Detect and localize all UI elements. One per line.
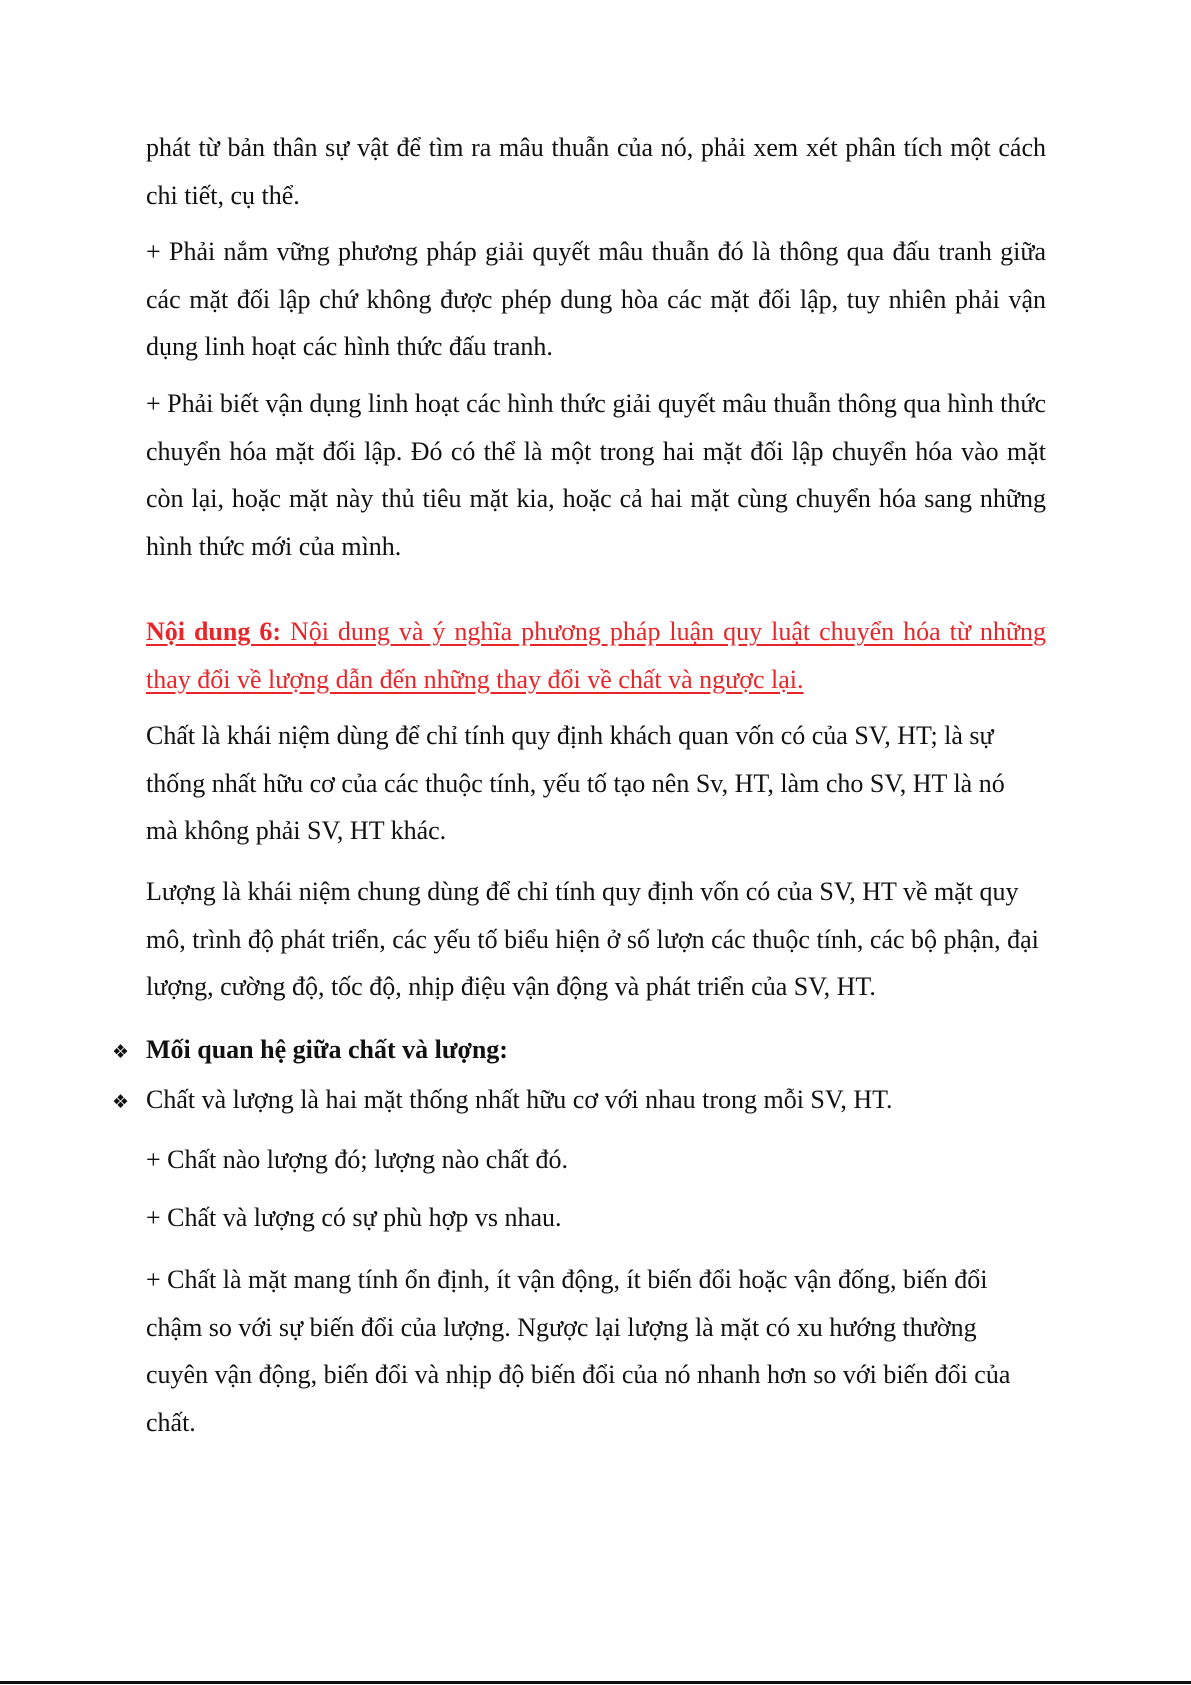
diamond-bullet-icon: ❖ [112,1041,130,1063]
paragraph-intro: phát từ bản thân sự vật để tìm ra mâu thuẫn của nó, phải xem xét phân tích một cách chi tiết, cụ thể. [146,133,1046,210]
bullet-unity [112,1076,1046,1127]
point-item: + Chất và lượng có sự phù hợp vs nhau. [146,1203,562,1232]
bullet-text: Chất và lượng là hai mặt thống nhất hữu cơ với nhau trong mỗi SV, HT. [146,1085,893,1114]
definition-luong: Lượng là khái niệm chung dùng để chỉ tính quy định vốn có của SV, HT về mặt quy mô, trình độ phát triển, các yếu tố biểu hiện ở số lượn các thuộc tính, các bộ phận, đại lượng, cường độ, tốc độ, nhịp điệu vận động và phát triển của SV, HT. [146,877,1039,1001]
paragraph-transformation-forms: + Phải biết vận dụng linh hoạt các hình thức giải quyết mâu thuẫn thông qua hình thức chuyển hóa mặt đối lập. Đó có thể là một trong hai mặt đối lập chuyển hóa vào mặt còn lại, hoặc mặt này thủ tiêu mặt kia, hoặc cả hai mặt cùng chuyển hóa sang những hình thức mới của mình. [146,389,1046,561]
definition-chat: Chất là khái niệm dùng để chỉ tính quy định khách quan vốn có của SV, HT; là sự thống nhất hữu cơ của các thuộc tính, yếu tố tạo nên Sv, HT, làm cho SV, HT là nó mà không phải SV, HT khác. [146,721,1005,845]
bullet-text: Mối quan hệ giữa chất và lượng: [146,1035,508,1064]
page-bottom-rule [0,1681,1191,1684]
paragraph-struggle-method: + Phải nắm vững phương pháp giải quyết mâu thuẫn đó là thông qua đấu tranh giữa các mặt đối lập chứ không được phép dung hòa các mặt đối lập, tuy nhiên phải vận dụng linh hoạt các hình thức đấu tranh. [146,237,1046,361]
section-heading-label: Nội dung 6: [146,617,281,646]
bullet-relationship-heading [112,1026,1046,1077]
point-item: + Chất nào lượng đó; lượng nào chất đó. [146,1145,569,1174]
section-heading [146,608,1046,703]
diamond-bullet-icon: ❖ [112,1091,130,1113]
section-heading-text: Nội dung và ý nghĩa phương pháp luận quy luật chuyển hóa từ những thay đổi về lượng dẫn đến những thay đổi về chất và ngược lại. [146,617,1046,694]
point-item: + Chất là mặt mang tính ổn định, ít vận động, ít biến đổi hoặc vận đống, biến đổi chậm so với sự biến đổi của lượng. Ngược lại lượng là mặt có xu hướng thường cuyên vận động, biến đổi và nhịp độ biến đổi của nó nhanh hơn so với biến đổi của chất. [146,1265,1011,1437]
